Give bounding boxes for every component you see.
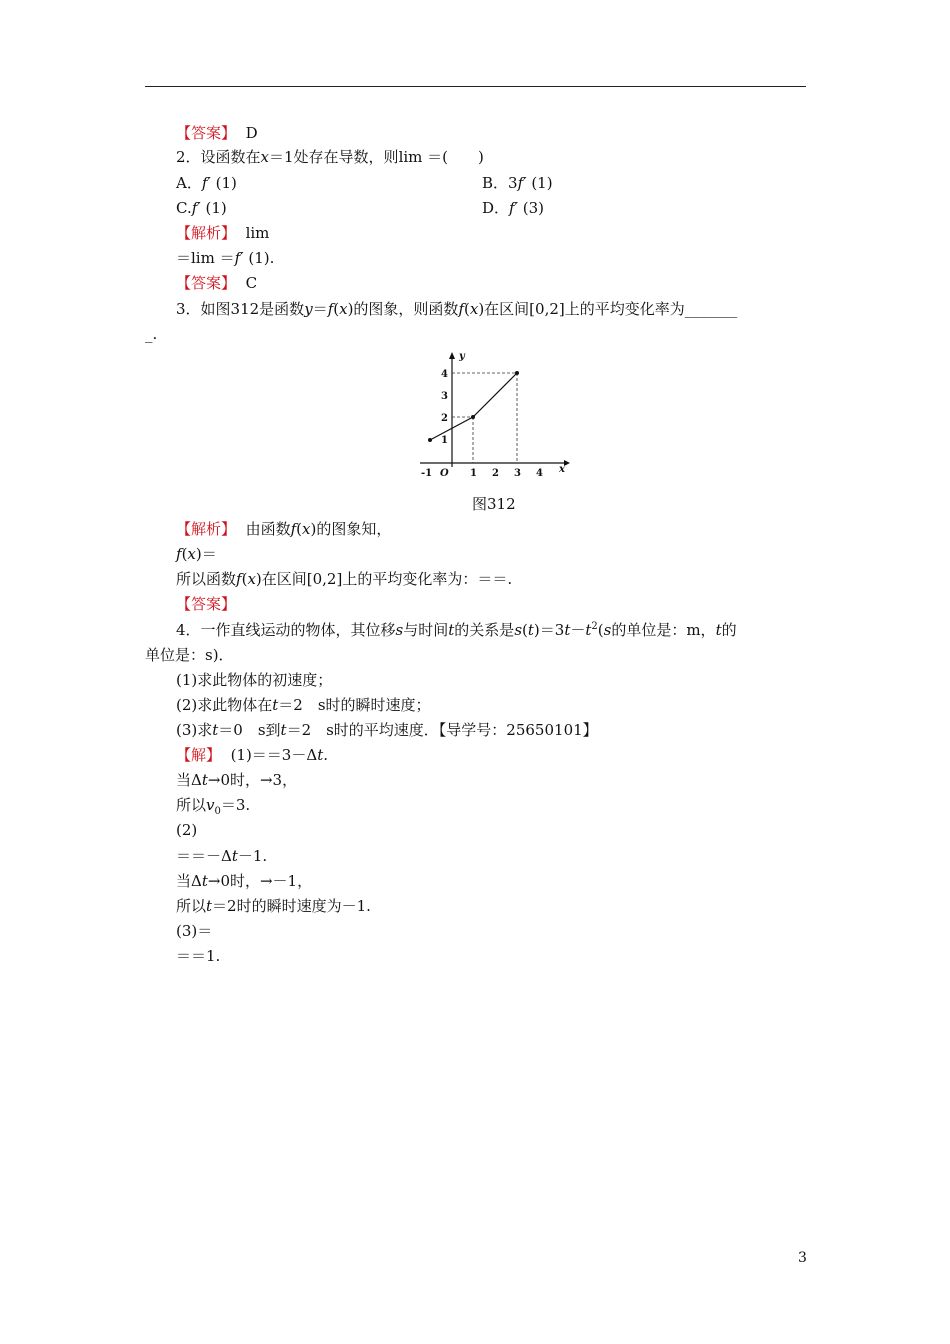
y-axis-arrow [449,352,455,359]
q3-analysis-line1: 【解析】 由函数f(x)的图象知， [176,520,392,538]
answer-tag: 【答案】 [176,124,237,142]
q1-answer: D [245,124,258,142]
q2-option-a: A．f′ (1) [176,174,237,192]
x-tick-label: 3 [514,468,521,479]
answer-tag: 【答案】 [176,274,237,292]
analysis-tag: 【解析】 [176,520,237,538]
q4-solution-line9: ＝＝1. [176,947,221,965]
q2-analysis-line2: ＝lim ＝f′ (1). [176,249,275,267]
q3-stem-tail: _. [145,325,158,343]
q4-part1: (1)求此物体的初速度； [176,671,333,689]
function-line [430,373,517,440]
point-b [471,415,475,419]
x-axis-label: x [559,464,565,475]
figure-caption: 图312 [472,495,516,513]
q3-fx-line: f(x)＝ [176,545,217,563]
q3-stem: 3．如图312是函数y＝f(x)的图象，则函数f(x)在区间[0,2]上的平均变化率为_______ [176,300,738,318]
y-axis-label: y [459,351,465,362]
q3-answer-line [176,594,236,614]
y-tick-label: 3 [441,391,448,402]
q4-stem-line2: 单位是：s)． [145,646,234,664]
q4-solution-line8: (3)＝ [176,922,213,940]
q2-option-c: C.f′ (1) [176,199,227,217]
q4-part3: (3)求t＝0 s到t＝2 s时的平均速度．【导学号：25650101】 [176,721,598,739]
q4-solution-line2: 当Δt→0时，→3， [176,771,298,789]
q4-solution-line4: (2) [176,821,198,839]
x-tick-label: 1 [470,468,477,479]
q3-rate-line: 所以函数f(x)在区间[0,2]上的平均变化率为：＝＝. [176,570,513,588]
solution-tag: 【解】 [176,746,222,764]
q1-answer-line [176,123,258,143]
q2-option-d: D．f′ (3) [482,199,545,217]
x-tick-label: 2 [492,468,499,479]
y-tick-label: 2 [441,413,448,424]
q4-solution-line7: 所以t＝2时的瞬时速度为－1. [176,897,371,915]
origin-label: O [440,468,449,479]
q4-solution-line6: 当Δt→0时，→－1， [176,872,313,890]
q4-solution-line5: ＝＝－Δt－1. [176,847,268,865]
function-graph [414,349,574,479]
x-tick-label: 4 [536,468,543,479]
q4-solution-line3: 所以$v_0=3$. [176,796,251,817]
q2-analysis-line1: 【解析】 lim [176,224,270,242]
q4-solution-line1: 【解】 (1)＝＝3－Δt. [176,746,328,764]
q4-stem: 4．一作直线运动的物体，其位移s与时间t的关系是$s(t)=3t-t^2(s$的单位是：m，t的 [176,621,737,639]
point-c [515,371,519,375]
header-rule [145,86,806,87]
answer-tag: 【答案】 [176,595,237,613]
q2-option-b: B．3f′ (1) [482,174,553,192]
y-tick-label: 1 [441,435,448,446]
q2-answer-line [176,273,257,293]
x-tick-label: -1 [421,468,433,479]
analysis-tag: 【解析】 [176,224,237,242]
q4-part2: (2)求此物体在t＝2 s时的瞬时速度； [176,696,431,714]
q2-answer: C [245,274,258,292]
graph-svg [414,349,574,479]
y-tick-label: 4 [441,369,448,380]
q2-stem: 2．设函数在x＝1处存在导数，则lim ＝( ) [176,148,484,166]
point-a [428,438,432,442]
page-number: 3 [798,1250,807,1266]
